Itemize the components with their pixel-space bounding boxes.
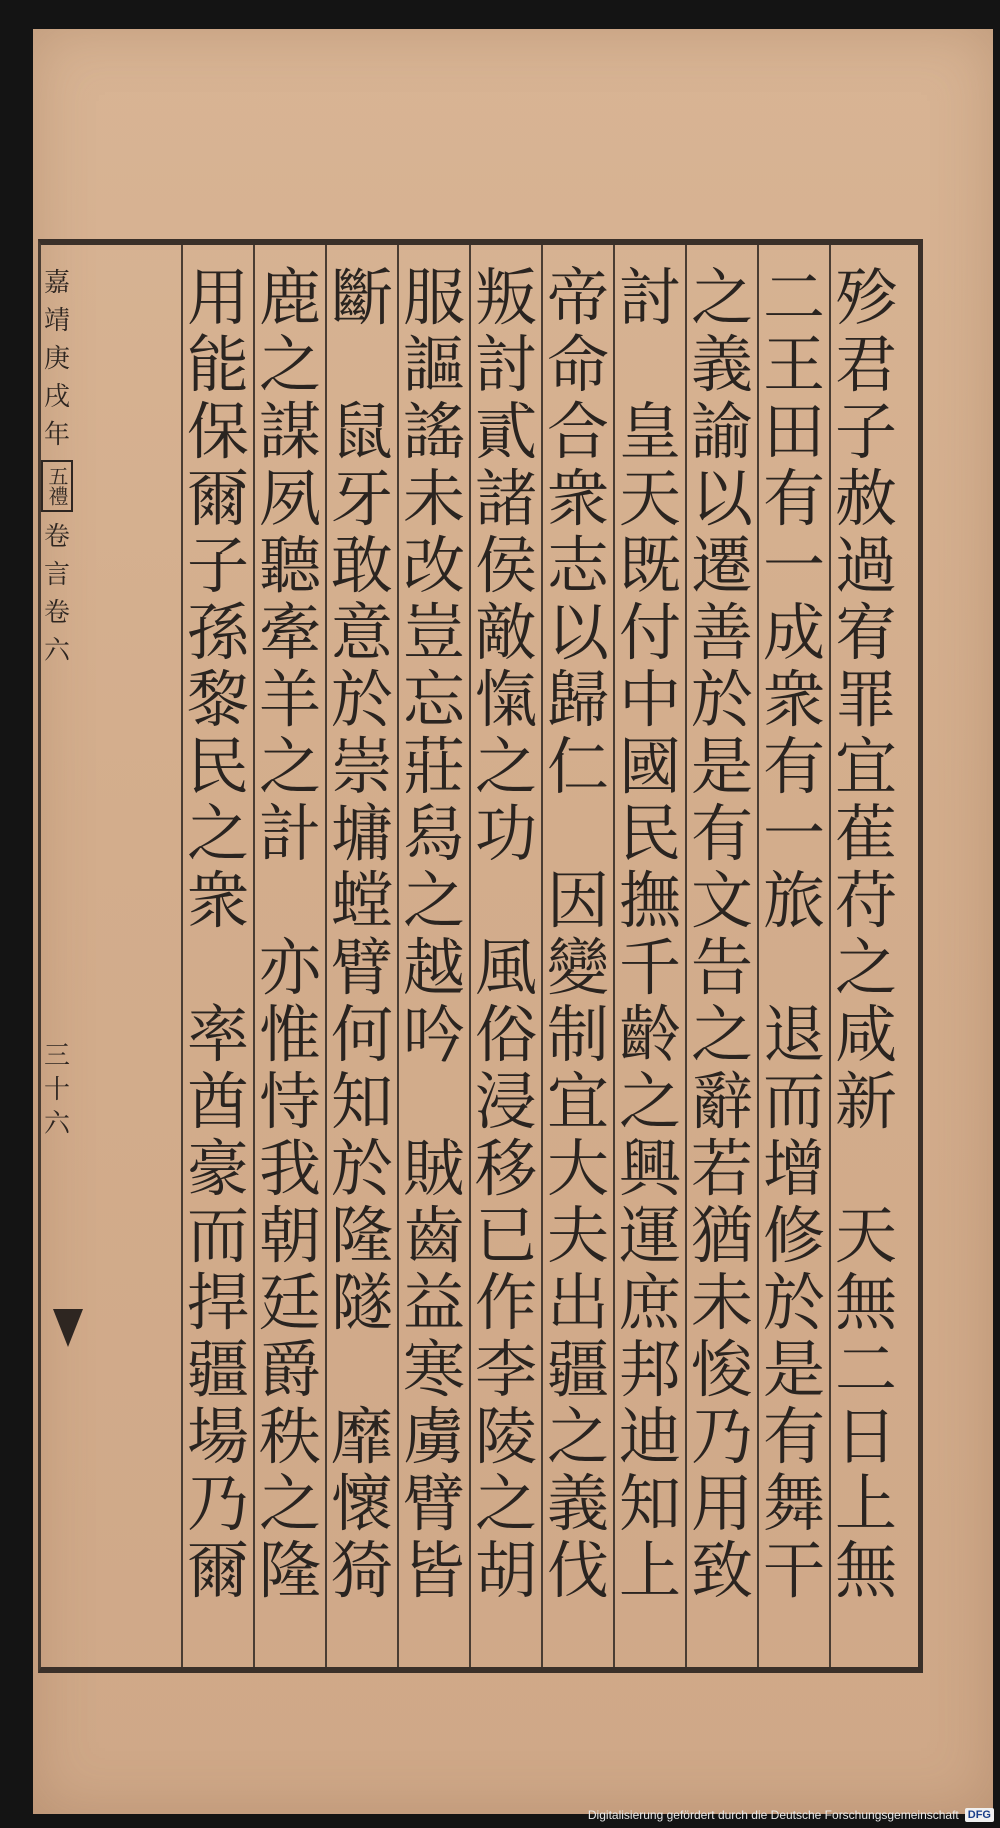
column-char: 新	[834, 1065, 897, 1138]
column-char: 文	[690, 864, 753, 937]
margin-char: 卷	[44, 522, 71, 552]
column-char: 之	[258, 1467, 321, 1540]
margin-boxed-label: 五禮	[41, 460, 73, 512]
column-char: 之	[474, 1467, 537, 1540]
column-char: 懷	[330, 1467, 393, 1540]
column-char: 浸	[474, 1065, 537, 1138]
column-char: 而	[762, 1065, 825, 1138]
column-char: 辭	[690, 1065, 753, 1138]
column-char: 過	[834, 529, 897, 602]
column-char: 既	[618, 529, 681, 602]
margin-char: 年	[44, 420, 71, 450]
column-char: 謳	[402, 328, 465, 401]
text-column	[473, 261, 539, 1659]
column-char: 牙	[330, 462, 393, 535]
column-char: 皇	[618, 395, 681, 468]
column-char: 未	[690, 1266, 753, 1339]
margin-char: 靖	[44, 306, 71, 336]
column-char: 豪	[186, 1132, 249, 1205]
column-rule	[397, 245, 399, 1667]
column-char: 已	[474, 1199, 537, 1272]
column-char: 殄	[834, 261, 897, 334]
column-char: 爾	[186, 462, 249, 535]
column-char: 義	[546, 1467, 609, 1540]
column-char: 牽	[258, 596, 321, 669]
column-char: 風	[474, 931, 537, 1004]
column-char: 爵	[258, 1333, 321, 1406]
margin-char: 六	[44, 636, 71, 666]
column-char: 修	[762, 1199, 825, 1272]
column-char: 而	[186, 1199, 249, 1272]
column-char: 於	[690, 663, 753, 736]
column-char: 咸	[834, 998, 897, 1071]
column-char: 朝	[258, 1199, 321, 1272]
column-char: 寒	[402, 1333, 465, 1406]
column-char: 捍	[186, 1266, 249, 1339]
column-char: 民	[618, 797, 681, 870]
column-char: 邦	[618, 1333, 681, 1406]
column-char: 廷	[258, 1266, 321, 1339]
column-char: 若	[690, 1132, 753, 1205]
column-char: 諭	[690, 395, 753, 468]
column-char: 俗	[474, 998, 537, 1071]
column-char: 羊	[258, 663, 321, 736]
column-char: 告	[690, 931, 753, 1004]
column-rule	[685, 245, 687, 1667]
column-char: 猶	[690, 1199, 753, 1272]
column-char: 猗	[330, 1534, 393, 1607]
page-number	[45, 1039, 69, 1141]
column-char: 之	[474, 730, 537, 803]
column-char: 興	[618, 1132, 681, 1205]
column-char: 率	[186, 998, 249, 1071]
column-char: 之	[546, 1400, 609, 1473]
column-char: 豈	[402, 596, 465, 669]
column-char: 隆	[330, 1199, 393, 1272]
column-char: 疆	[546, 1333, 609, 1406]
column-char: 千	[618, 931, 681, 1004]
column-char: 貳	[474, 395, 537, 468]
column-char: 宜	[834, 730, 897, 803]
column-char: 鹿	[258, 261, 321, 334]
text-column	[761, 261, 827, 1659]
column-char: 衆	[186, 864, 249, 937]
column-char: 民	[186, 730, 249, 803]
column-char: 子	[186, 529, 249, 602]
column-char: 黎	[186, 663, 249, 736]
column-char: 諸	[474, 462, 537, 535]
column-char: 孫	[186, 596, 249, 669]
column-char: 是	[762, 1333, 825, 1406]
column-char: 墉	[330, 797, 393, 870]
column-char: 王	[762, 328, 825, 401]
column-char: 歸	[546, 663, 609, 736]
column-char: 忘	[402, 663, 465, 736]
column-char: 討	[618, 261, 681, 334]
dfg-logo: DFG	[965, 1808, 994, 1822]
column-char: 仁	[546, 730, 609, 803]
column-char: 益	[402, 1266, 465, 1339]
column-char: 退	[762, 998, 825, 1071]
column-char: 知	[330, 1065, 393, 1138]
column-char: 謠	[402, 395, 465, 468]
column-char: 鼠	[330, 395, 393, 468]
column-char: 敢	[330, 529, 393, 602]
column-char: 叛	[474, 261, 537, 334]
column-char: 國	[618, 730, 681, 803]
margin-char: 戌	[44, 382, 71, 412]
column-char: 齡	[618, 998, 681, 1071]
column-char: 意	[330, 596, 393, 669]
column-char: 制	[546, 998, 609, 1071]
column-char: 恃	[258, 1065, 321, 1138]
column-char: 帝	[546, 261, 609, 334]
credit-text: Digitalisierung gefördert durch die Deutsche Forschungsgemeinschaft	[587, 1808, 959, 1822]
column-char: 用	[690, 1467, 753, 1540]
column-char: 上	[618, 1534, 681, 1607]
column-char: 越	[402, 931, 465, 1004]
column-char: 有	[762, 730, 825, 803]
column-rule	[541, 245, 543, 1667]
column-char: 以	[546, 596, 609, 669]
column-char: 萑	[834, 797, 897, 870]
column-char: 乃	[690, 1400, 753, 1473]
column-char: 宜	[546, 1065, 609, 1138]
column-char: 能	[186, 328, 249, 401]
column-char: 合	[546, 395, 609, 468]
column-char: 移	[474, 1132, 537, 1205]
page-number-char: 三	[44, 1041, 71, 1071]
column-char: 罪	[834, 663, 897, 736]
column-char: 疆	[186, 1333, 249, 1406]
column-char: 干	[762, 1534, 825, 1607]
text-column	[689, 261, 755, 1659]
column-char: 於	[762, 1266, 825, 1339]
column-char: 隧	[330, 1266, 393, 1339]
column-char: 天	[618, 462, 681, 535]
margin-char: 嘉	[44, 268, 71, 298]
page-number-char: 十	[44, 1075, 71, 1105]
column-char: 志	[546, 529, 609, 602]
column-char: 田	[762, 395, 825, 468]
column-char: 聽	[258, 529, 321, 602]
column-char: 場	[186, 1400, 249, 1473]
column-char: 迪	[618, 1400, 681, 1473]
column-char: 齒	[402, 1199, 465, 1272]
column-char: 有	[762, 1400, 825, 1473]
column-char: 酋	[186, 1065, 249, 1138]
column-char: 庶	[618, 1266, 681, 1339]
column-char: 夫	[546, 1199, 609, 1272]
column-rule	[613, 245, 615, 1667]
column-char: 有	[690, 797, 753, 870]
column-char: 胡	[474, 1534, 537, 1607]
column-char: 上	[834, 1467, 897, 1540]
column-char: 作	[474, 1266, 537, 1339]
text-column	[401, 261, 467, 1659]
column-char: 敵	[474, 596, 537, 669]
column-char: 臂	[402, 1467, 465, 1540]
column-char: 無	[834, 1534, 897, 1607]
column-char: 之	[690, 261, 753, 334]
column-char: 因	[546, 864, 609, 937]
column-char: 悛	[690, 1333, 753, 1406]
margin-title	[45, 264, 69, 670]
column-char: 臂	[330, 931, 393, 1004]
column-char: 天	[834, 1199, 897, 1272]
column-char: 無	[834, 1266, 897, 1339]
column-char: 靡	[330, 1400, 393, 1473]
column-rule	[469, 245, 471, 1667]
column-char: 舄	[402, 797, 465, 870]
column-char: 宥	[834, 596, 897, 669]
column-char: 致	[690, 1534, 753, 1607]
column-char: 之	[402, 864, 465, 937]
column-char: 大	[546, 1132, 609, 1205]
footer-credit	[588, 1804, 994, 1826]
column-char: 未	[402, 462, 465, 535]
margin-char: 言	[44, 560, 71, 590]
column-char: 二	[834, 1333, 897, 1406]
column-char: 功	[474, 797, 537, 870]
column-char: 舞	[762, 1467, 825, 1540]
text-column	[257, 261, 323, 1659]
column-char: 之	[690, 998, 753, 1071]
column-char: 虜	[402, 1400, 465, 1473]
column-char: 螳	[330, 864, 393, 937]
margin-char: 庚	[44, 344, 71, 374]
column-char: 隆	[258, 1534, 321, 1607]
margin-char: 卷	[44, 598, 71, 628]
column-char: 知	[618, 1467, 681, 1540]
column-char: 陵	[474, 1400, 537, 1473]
column-char: 我	[258, 1132, 321, 1205]
column-char: 賊	[402, 1132, 465, 1205]
column-char: 命	[546, 328, 609, 401]
column-char: 苻	[834, 864, 897, 937]
column-char: 愾	[474, 663, 537, 736]
column-char: 吟	[402, 998, 465, 1071]
column-char: 衆	[762, 663, 825, 736]
column-char: 伐	[546, 1534, 609, 1607]
text-column	[185, 261, 251, 1659]
column-char: 謀	[258, 395, 321, 468]
column-char: 一	[762, 797, 825, 870]
column-char: 遷	[690, 529, 753, 602]
column-char: 成	[762, 596, 825, 669]
column-char: 撫	[618, 864, 681, 937]
column-char: 之	[618, 1065, 681, 1138]
column-char: 秩	[258, 1400, 321, 1473]
column-rule	[325, 245, 327, 1667]
column-char: 變	[546, 931, 609, 1004]
column-rule	[829, 245, 831, 1667]
column-char: 計	[258, 797, 321, 870]
page-number-char: 六	[44, 1109, 71, 1139]
column-char: 之	[258, 730, 321, 803]
column-char: 崇	[330, 730, 393, 803]
column-char: 有	[762, 462, 825, 535]
column-char: 善	[690, 596, 753, 669]
text-column	[833, 261, 899, 1659]
text-column	[329, 261, 395, 1659]
column-char: 討	[474, 328, 537, 401]
column-char: 乃	[186, 1467, 249, 1540]
column-char: 君	[834, 328, 897, 401]
column-char: 何	[330, 998, 393, 1071]
column-char: 以	[690, 462, 753, 535]
column-char: 增	[762, 1132, 825, 1205]
column-char: 子	[834, 395, 897, 468]
column-char: 一	[762, 529, 825, 602]
column-char: 二	[762, 261, 825, 334]
column-char: 莊	[402, 730, 465, 803]
column-char: 赦	[834, 462, 897, 535]
column-char: 爾	[186, 1534, 249, 1607]
text-column	[545, 261, 611, 1659]
column-char: 皆	[402, 1534, 465, 1607]
column-char: 是	[690, 730, 753, 803]
column-char: 中	[618, 663, 681, 736]
column-rule	[253, 245, 255, 1667]
column-char: 服	[402, 261, 465, 334]
column-char: 運	[618, 1199, 681, 1272]
column-rule	[757, 245, 759, 1667]
column-rule	[181, 245, 183, 1667]
column-char: 義	[690, 328, 753, 401]
column-char: 斷	[330, 261, 393, 334]
column-char: 付	[618, 596, 681, 669]
column-char: 之	[834, 931, 897, 1004]
column-char: 夙	[258, 462, 321, 535]
column-char: 旅	[762, 864, 825, 937]
column-char: 惟	[258, 998, 321, 1071]
column-char: 用	[186, 261, 249, 334]
column-char: 保	[186, 395, 249, 468]
column-char: 之	[186, 797, 249, 870]
column-char: 李	[474, 1333, 537, 1406]
column-char: 亦	[258, 931, 321, 1004]
column-char: 之	[258, 328, 321, 401]
column-char: 出	[546, 1266, 609, 1339]
text-column	[617, 261, 683, 1659]
column-char: 於	[330, 663, 393, 736]
column-char: 衆	[546, 462, 609, 535]
column-char: 侯	[474, 529, 537, 602]
column-char: 於	[330, 1132, 393, 1205]
book-page	[33, 29, 993, 1814]
column-char: 改	[402, 529, 465, 602]
column-char: 日	[834, 1400, 897, 1473]
